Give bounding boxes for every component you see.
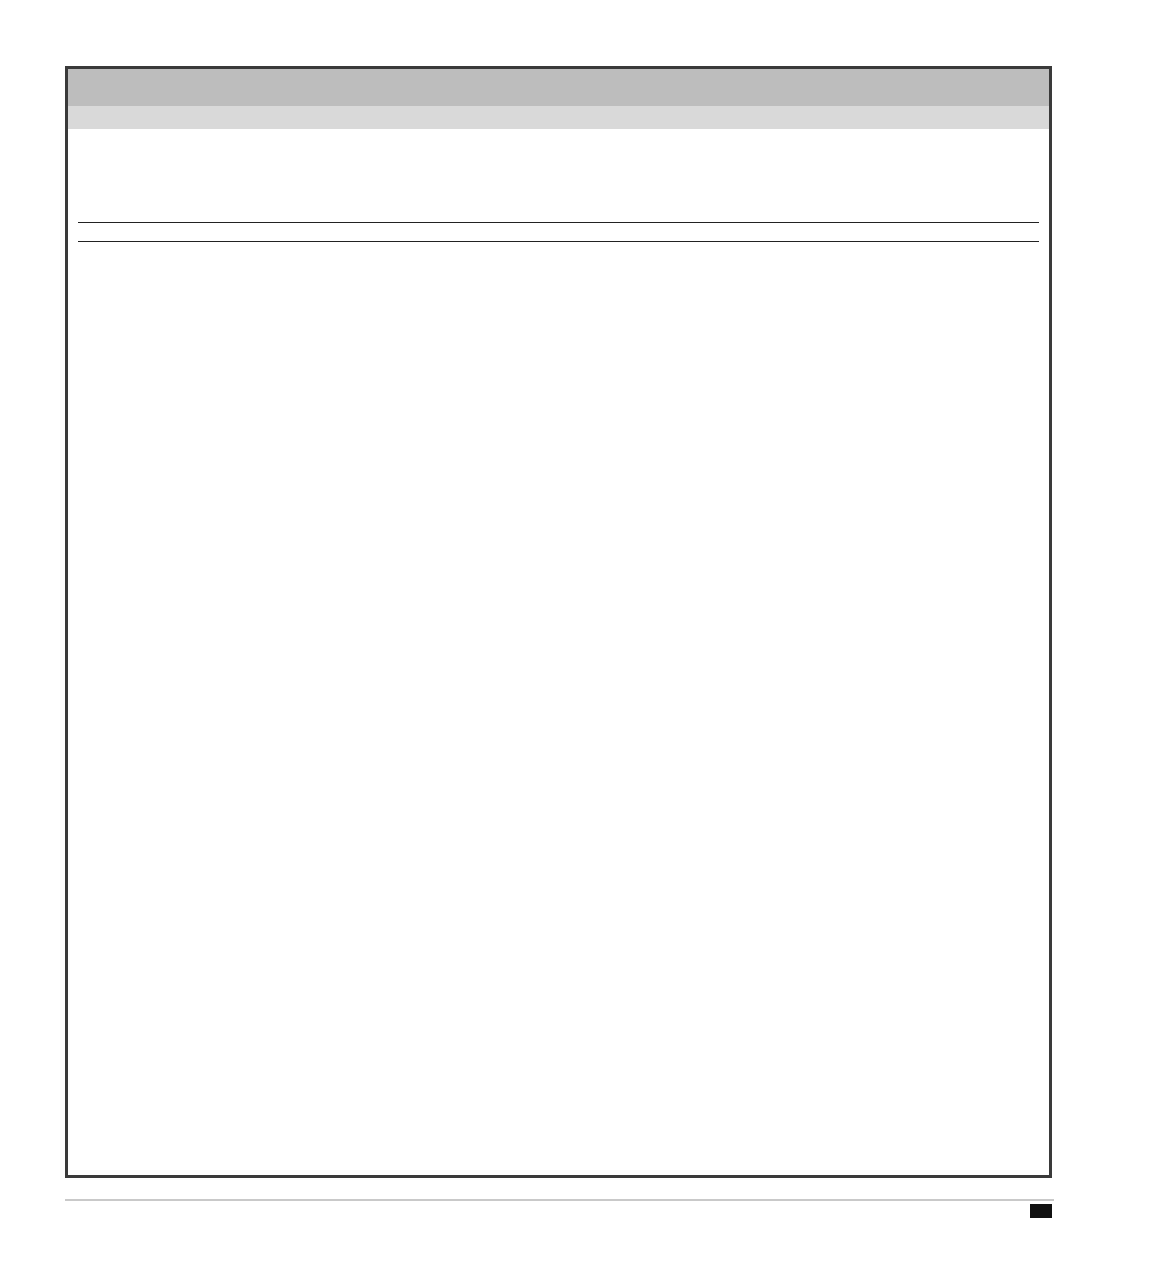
page-frame xyxy=(65,66,1052,1178)
section-header-band xyxy=(68,69,1049,108)
divider xyxy=(78,222,1039,223)
section-header-strip xyxy=(68,106,1049,129)
page-number xyxy=(1030,1204,1052,1218)
divider xyxy=(78,241,1039,242)
footer-divider xyxy=(65,1199,1054,1201)
